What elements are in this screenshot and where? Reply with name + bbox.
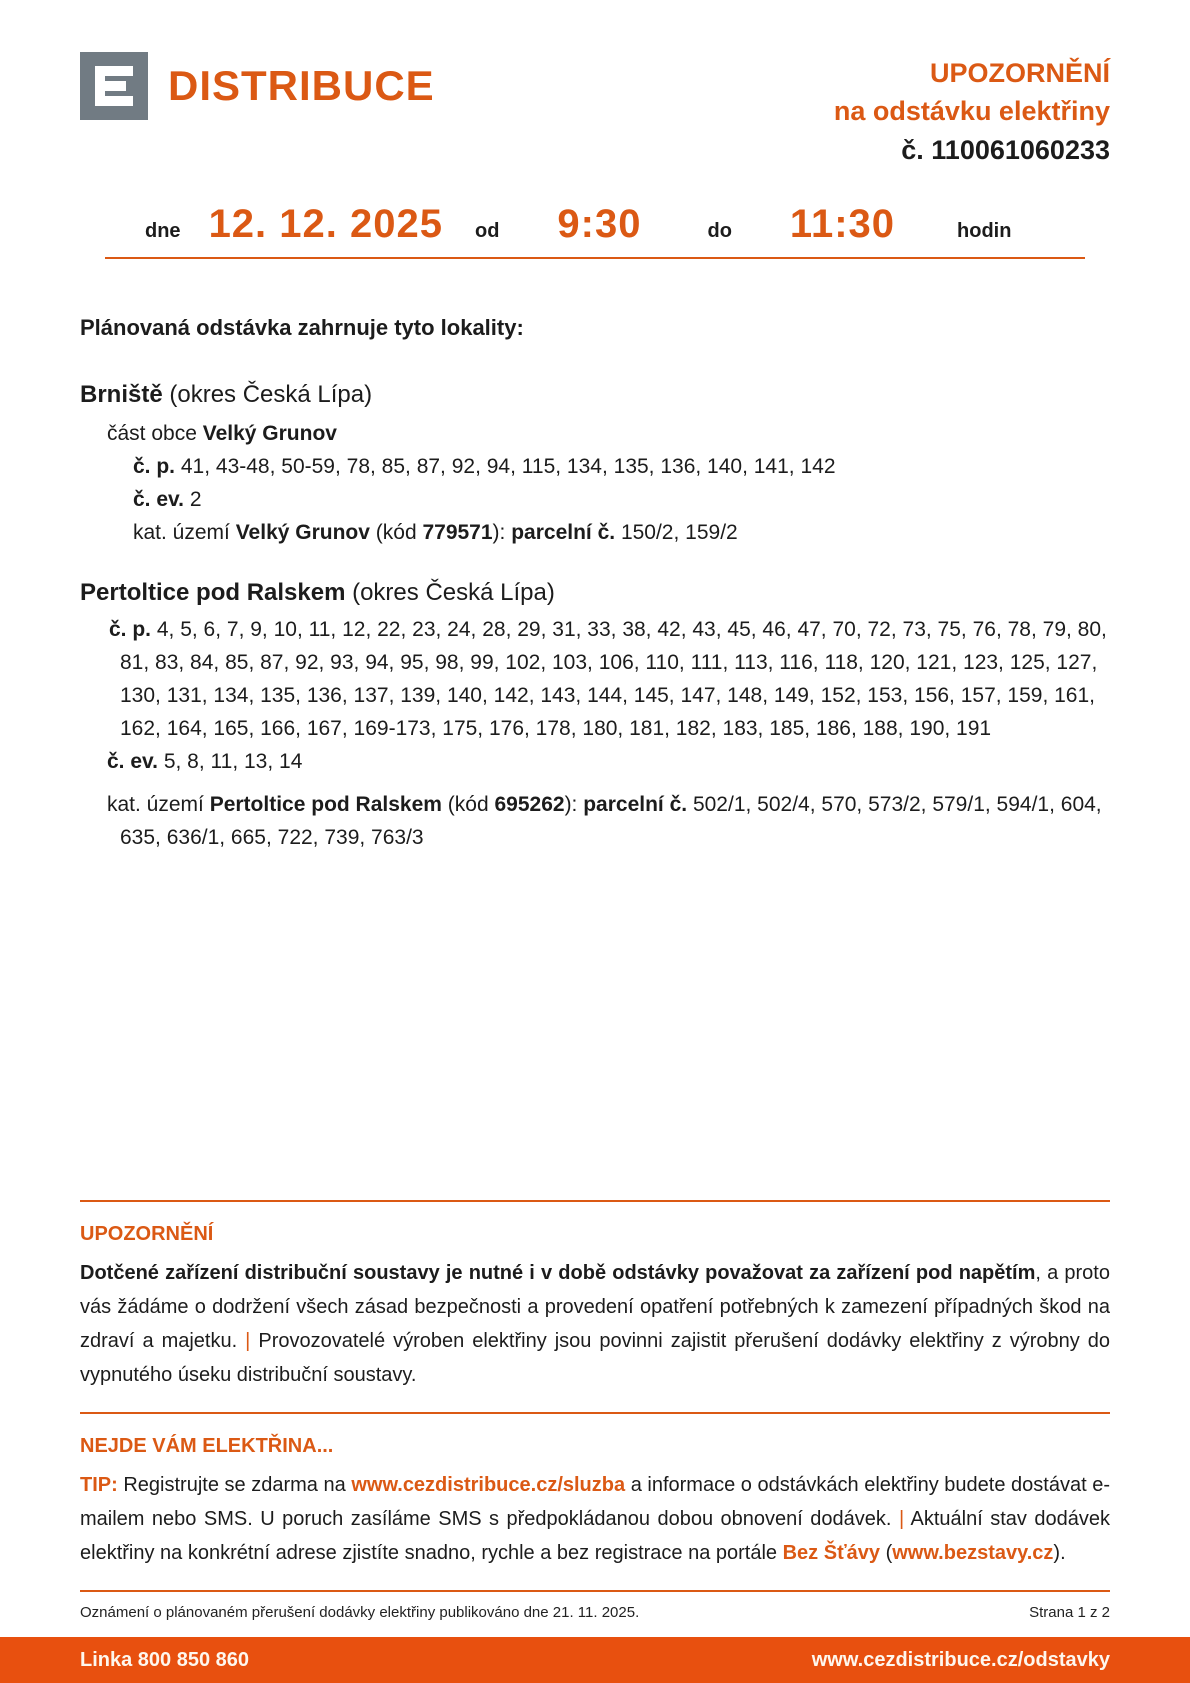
tip-text-2: a informace o odstávkách elektřiny budete dostávat e-mailem nebo SMS. U poruch zasíláme SMS s předpokládanou dobou obnovení dodávek. [80, 1474, 1110, 1530]
schedule-divider [105, 257, 1085, 259]
kat-name: Pertoltice pod Ralskem [209, 793, 442, 816]
kod-open: (kód [441, 793, 495, 816]
kod-close: ): [492, 521, 512, 544]
brand-logo [80, 52, 435, 120]
cp-values: 4, 5, 6, 7, 9, 10, 11, 12, 22, 23, 24, 28, 29, 31, 33, 38, 42, 43, 45, 46, 47, 70, 72, 73, 75, 76, 78, 79, 80, 81, 83, 84, 85, 87, 92, 93, 94, 95, 98, 99, 102, 103, 106, 110, 111, 113, 116, 118, 120, 121, 123, 125, 127, 130, 131, 134, 135, 136, 137, 139, 140, 142, 143, 144, 145, 147, 148, 149, 152, 153, 156, 157, 159, 161, 162, 164, 165, 166, 167, 169-173, 175, 176, 178, 180, 181, 182, 183, 185, 186, 188, 190, 191 [120, 618, 1107, 740]
from-time: 9:30 [557, 202, 642, 246]
bezstavy-portal-name: Bez Šťávy [782, 1542, 881, 1564]
house-numbers-line [80, 613, 1110, 745]
bottom-section [0, 1200, 1190, 1683]
warning-tail: Provozovatelé výroben elektřiny jsou povinni zajistit přerušení dodávky elektřiny z výrobny do vypnutého úseku distribuční soustavy. [80, 1330, 1110, 1386]
tip-text-4: ( [880, 1542, 893, 1564]
parcel-values: 502/1, 502/4, 570, 573/2, 579/1, 594/1, 604, 635, 636/1, 665, 722, 739, 763/3 [120, 793, 1102, 849]
village-part-line [80, 417, 1110, 450]
cadastral-line [80, 516, 1110, 549]
kat-label: kat. území [133, 521, 236, 544]
cez-logo-icon [80, 52, 148, 120]
parcel-values: 150/2, 159/2 [620, 521, 738, 544]
notice-number: č. 110061060233 [901, 135, 1110, 165]
kod-value: 695262 [494, 793, 565, 816]
cp-label: č. p. [133, 455, 181, 478]
ev-numbers-line [80, 745, 1110, 778]
locality-heading-brniste [80, 381, 1110, 409]
locality-heading-pertoltice [80, 579, 1110, 607]
notice-title-line1: UPOZORNĚNÍ [929, 58, 1110, 88]
outages-website[interactable]: www.cezdistribuce.cz/odstavky [811, 1648, 1110, 1671]
locality-name: Brniště [80, 381, 163, 408]
no-power-heading: NEJDE VÁM ELEKTŘINA... [80, 1435, 334, 1457]
ev-numbers-line [80, 483, 1110, 516]
tip-label: TIP: [80, 1474, 118, 1496]
brand-name: DISTRIBUCE [168, 62, 435, 109]
tip-text [80, 1468, 1110, 1570]
kod-close: ): [564, 793, 584, 816]
hours-label: hodin [957, 220, 1012, 242]
cp-label: č. p. [109, 618, 157, 641]
footer-note-row [80, 1604, 1110, 1621]
from-label: od [474, 220, 500, 242]
warning-heading: UPOZORNĚNÍ [80, 1223, 214, 1245]
warning-normal: , a proto vás žádáme o dodržení všech zásad bezpečnosti a provedení opatření potřebných k zamezení případných škod na zdraví a majetku. [80, 1262, 1110, 1352]
page-indicator: Strana 1 z 2 [1029, 1604, 1110, 1621]
header [0, 0, 1190, 170]
cev-values: 5, 8, 11, 13, 14 [163, 750, 303, 773]
kod-value: 779571 [422, 521, 493, 544]
house-numbers-line [80, 450, 1110, 483]
kat-name: Velký Grunov [235, 521, 370, 544]
warning-bold: Dotčené zařízení distribuční soustavy je nutné i v době odstávky považovat za zařízení pod napětím [80, 1262, 1036, 1284]
locality-name: Pertoltice pod Ralskem [80, 579, 346, 606]
tip-text-1: Registrujte se zdarma na [117, 1474, 352, 1496]
published-note: Oznámení o plánovaném přerušení dodávky elektřiny publikováno dne 21. 11. 2025. [80, 1604, 640, 1621]
cadastral-line [80, 788, 1110, 854]
section-divider [80, 1412, 1110, 1414]
part-label: část obce [107, 422, 203, 445]
parcel-label: parcelní č. [511, 521, 621, 544]
outage-date: 12. 12. 2025 [208, 202, 443, 246]
locality-district: (okres Česká Lípa) [345, 579, 555, 606]
to-time: 11:30 [789, 202, 896, 246]
intro-heading: Plánovaná odstávka zahrnuje tyto lokality: [80, 315, 524, 340]
kat-label: kat. území [107, 793, 210, 816]
cev-label: č. ev. [107, 750, 164, 773]
kod-open: (kód [369, 521, 423, 544]
warning-text [80, 1256, 1110, 1392]
tip-text-5: ). [1053, 1542, 1066, 1564]
cezdistribuce-sluzba-link[interactable]: www.cezdistribuce.cz/sluzba [351, 1474, 626, 1496]
hotline-number: Linka 800 850 860 [80, 1648, 250, 1671]
locality-district: (okres Česká Lípa) [162, 381, 373, 408]
cev-values: 2 [189, 488, 202, 511]
date-label: dne [145, 220, 181, 242]
localities-section [0, 315, 1190, 854]
tip-text-3: Aktuální stav dodávek elektřiny na konkrétní adrese zjistíte snadno, rychle a bez registrace na portále [80, 1508, 1110, 1564]
separator-bar: | [898, 1508, 905, 1530]
to-label: do [707, 220, 732, 242]
footer-divider [80, 1590, 1110, 1592]
notice-title-block [834, 54, 1110, 170]
footer-band [0, 1637, 1190, 1683]
bezstavy-link[interactable]: www.bezstavy.cz [892, 1542, 1054, 1564]
section-divider [80, 1200, 1110, 1202]
cev-label: č. ev. [133, 488, 190, 511]
cp-values: 41, 43-48, 50-59, 78, 85, 87, 92, 94, 115, 134, 135, 136, 140, 141, 142 [180, 455, 836, 478]
separator-bar: | [245, 1330, 251, 1352]
parcel-label: parcelní č. [583, 793, 693, 816]
notice-title-line2: na odstávku elektřiny [833, 96, 1110, 126]
part-name: Velký Grunov [202, 422, 337, 445]
schedule-row [80, 202, 1110, 247]
